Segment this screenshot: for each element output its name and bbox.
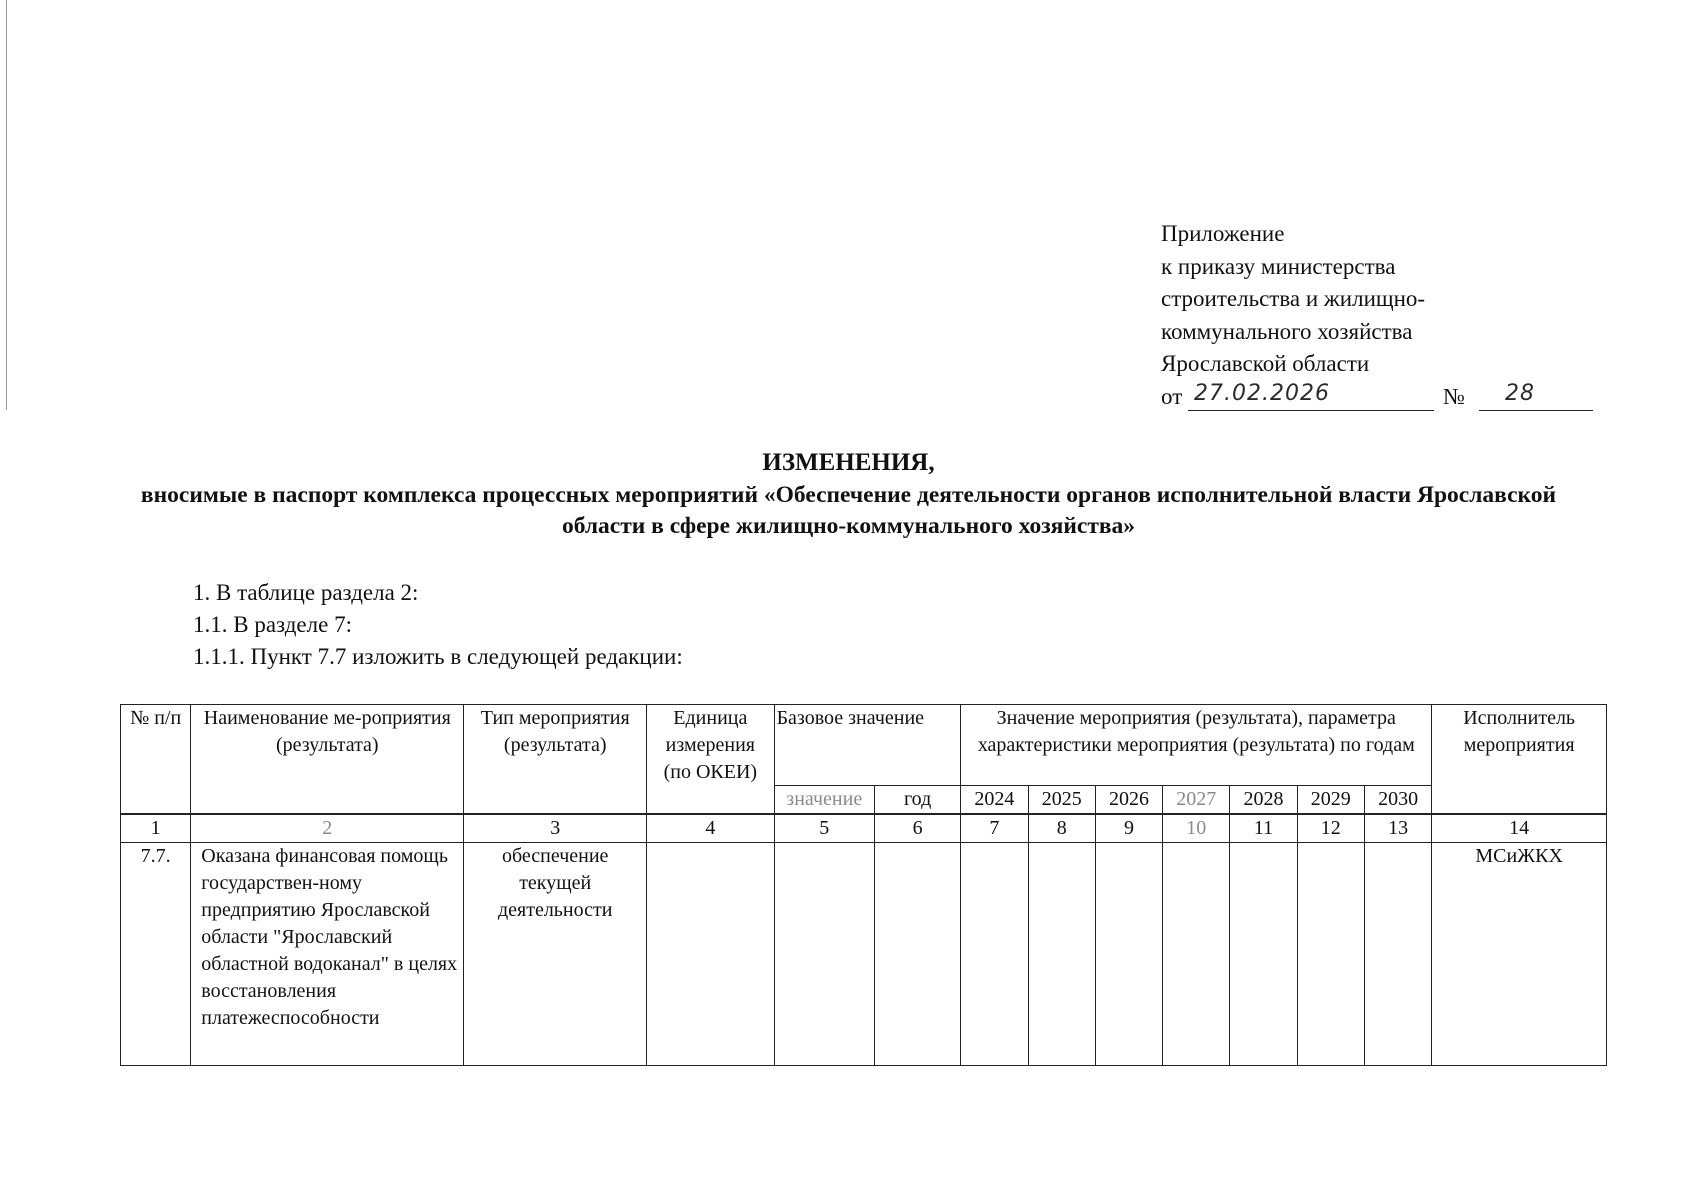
column-number: 1 (121, 814, 191, 843)
column-number: 9 (1095, 814, 1162, 843)
column-number: 14 (1432, 814, 1607, 843)
scan-edge-line (6, 0, 7, 410)
header-year: 2024 (961, 786, 1028, 815)
measures-table (120, 704, 1607, 1066)
table-header-row (121, 705, 1607, 786)
row-base-value (774, 843, 874, 1066)
row-year-value (1163, 843, 1230, 1066)
column-number: 5 (774, 814, 874, 843)
row-year-value (1095, 843, 1162, 1066)
appendix-line: коммунального хозяйства (1161, 318, 1413, 344)
appendix-block (1161, 218, 1535, 415)
header-name: Наименование ме-роприятия (результата) (191, 705, 464, 815)
header-year: 2030 (1364, 786, 1431, 815)
row-year-value (1364, 843, 1431, 1066)
row-year-value (1028, 843, 1095, 1066)
row-num: 7.7. (121, 843, 191, 1066)
table-row (121, 843, 1607, 1066)
header-base-year: год (874, 786, 960, 815)
appendix-line: к приказу министерства (1161, 253, 1396, 279)
column-number: 4 (647, 814, 775, 843)
appendix-line: Приложение (1161, 221, 1285, 246)
column-number: 6 (874, 814, 960, 843)
row-executor: МСиЖКХ (1432, 843, 1607, 1066)
header-year: 2028 (1230, 786, 1297, 815)
column-number: 8 (1028, 814, 1095, 843)
row-unit (647, 843, 775, 1066)
appendix-line: строительства и жилищно- (1161, 286, 1426, 311)
row-base-year (874, 843, 960, 1066)
date-field (1188, 380, 1434, 411)
column-number: 13 (1364, 814, 1431, 843)
row-year-value (1297, 843, 1364, 1066)
appendix-line: Ярославской области (1161, 351, 1370, 376)
row-year-value (961, 843, 1028, 1066)
header-base-value: значение (774, 786, 874, 815)
handwritten-date: 27.02.2026 (1194, 380, 1330, 406)
order-date-number-line (1161, 380, 1535, 415)
column-number: 12 (1297, 814, 1364, 843)
row-type: обеспечение текущей деятельности (464, 843, 647, 1066)
document-title: ИЗМЕНЕНИЯ, (762, 449, 935, 476)
column-number: 3 (464, 814, 647, 843)
row-year-value (1230, 843, 1297, 1066)
column-number: 7 (961, 814, 1028, 843)
header-year: 2027 (1163, 786, 1230, 815)
column-number: 10 (1163, 814, 1230, 843)
instruction-line: 1.1.1. Пункт 7.7 изложить в следующей редакции: (193, 644, 683, 669)
header-unit: Единица измерения (по ОКЕИ) (647, 705, 775, 815)
number-prefix: № (1443, 383, 1465, 409)
header-executor: Исполнитель мероприятия (1432, 705, 1607, 815)
row-name: Оказана финансовая помощь государствен-ному предприятию Ярославской области "Ярославский областной водоканал" в целях восстановления платежеспособности (191, 843, 464, 1066)
instruction-line: 1.1. В разделе 7: (193, 612, 352, 637)
column-number: 2 (191, 814, 464, 843)
header-year: 2026 (1095, 786, 1162, 815)
header-year: 2029 (1297, 786, 1364, 815)
header-num: № п/п (121, 705, 191, 815)
column-number-row (121, 814, 1607, 843)
header-type: Тип мероприятия (результата) (464, 705, 647, 815)
column-number: 11 (1230, 814, 1297, 843)
instruction-line: 1. В таблице раздела 2: (193, 580, 419, 605)
header-base: Базовое значение (774, 705, 961, 786)
header-values: Значение мероприятия (результата), параметра характеристики мероприятия (результата) по годам (961, 705, 1432, 786)
document-subtitle: вносимые в паспорт комплекса процессных мероприятий «Обеспечение деятельности органов исполнительной власти Ярославской области в сфере жилищно-коммунального хозяйства» (140, 482, 1557, 539)
header-year: 2025 (1028, 786, 1095, 815)
handwritten-number: 28 (1505, 380, 1535, 406)
date-prefix: от (1161, 383, 1183, 409)
number-field (1479, 380, 1593, 411)
